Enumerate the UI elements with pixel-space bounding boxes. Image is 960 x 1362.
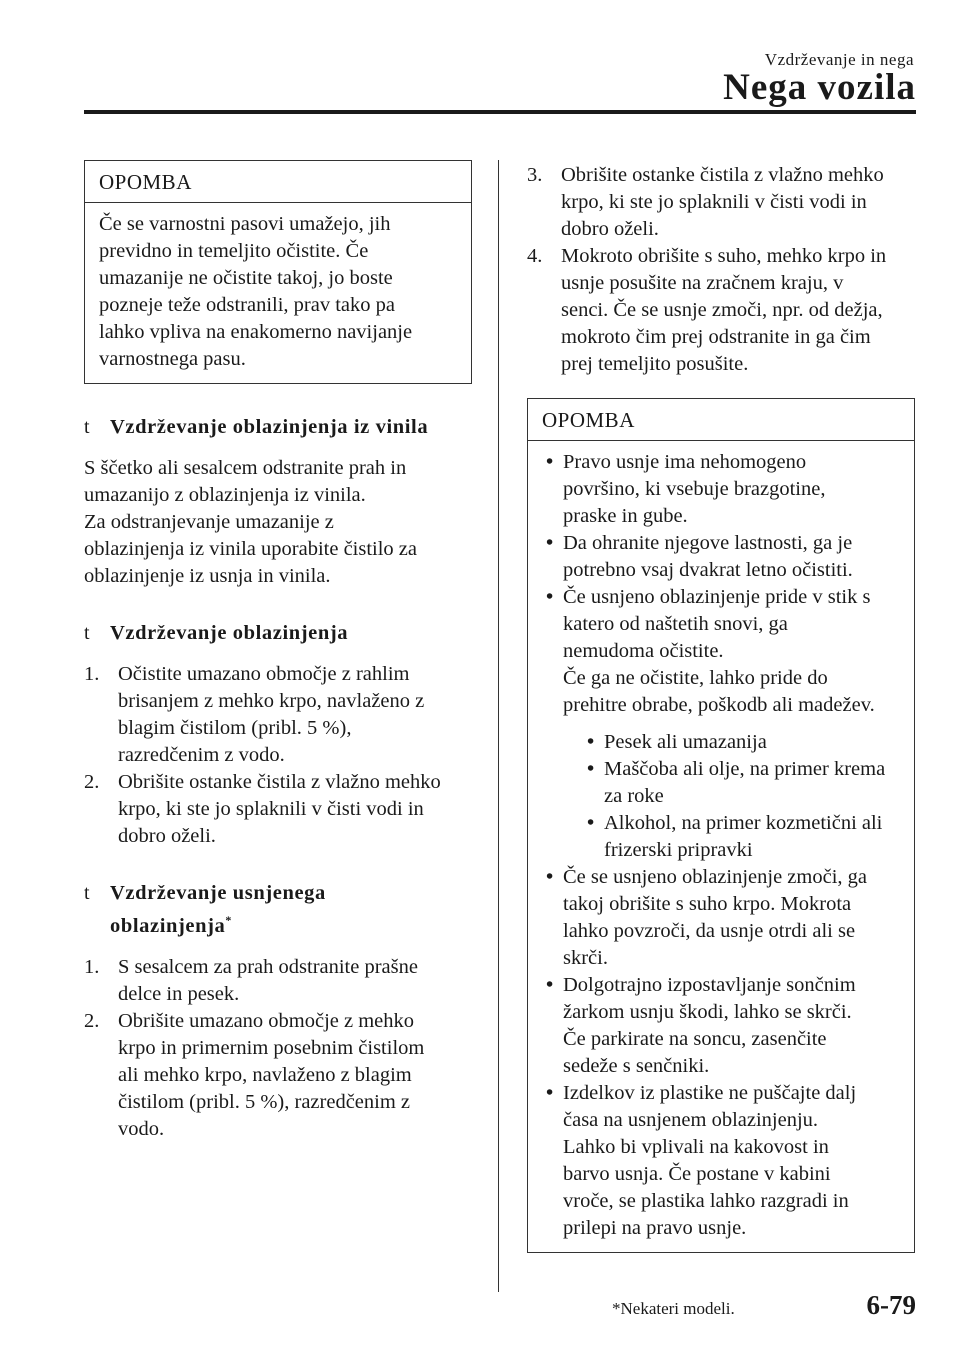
section-heading-text: Vzdrževanje oblazinjenja iz vinila	[110, 416, 429, 438]
fabric-steps	[84, 661, 472, 850]
text-line: nemudoma očistite.	[563, 640, 724, 662]
step-number: 3.	[527, 164, 543, 186]
section-heading-text: oblazinjenja	[110, 914, 226, 937]
list-item	[542, 972, 900, 1080]
note-body	[528, 441, 914, 1252]
text-line: Dolgotrajno izpostavljanje sončnim	[563, 974, 856, 996]
text-line: brisanjem z mehko krpo, navlaženo z	[118, 690, 425, 712]
bullet-icon: •	[587, 758, 595, 780]
text-line: krpo, ki ste jo splaknili v čisti vodi in	[561, 191, 867, 213]
page-number: 6-79	[866, 1290, 916, 1320]
section-heading-fabric	[84, 620, 472, 647]
text-line: oblazinjenje iz usnja in vinila.	[84, 565, 331, 587]
text-line: usnje posušite na zračnem kraju, v	[561, 272, 844, 294]
text-line: potrebno vsaj dvakrat letno očistiti.	[563, 559, 853, 581]
text-line: Pravo usnje ima nehomogeno	[563, 451, 807, 473]
text-line: skrči.	[563, 947, 608, 969]
note-title: OPOMBA	[528, 399, 914, 441]
text-line: senci. Če se usnje zmoči, npr. od dežja,	[561, 299, 883, 321]
text-line: površino, ki vsebuje brazgotine,	[563, 478, 826, 500]
text-line: žarkom usnju škodi, lahko se skrči.	[563, 1001, 852, 1023]
bullet-icon: •	[546, 1082, 554, 1104]
page-title: Nega vozila	[723, 67, 916, 108]
text-line: katero od naštetih snovi, ga	[563, 613, 788, 635]
text-line: lahko povzroči, da usnje otrdi ali se	[563, 920, 856, 942]
sub-bullets	[563, 729, 900, 864]
list-item	[542, 530, 900, 584]
step-number: 1.	[84, 663, 100, 685]
text-line: vroče, se plastika lahko razgradi in	[563, 1190, 849, 1212]
section-marker-icon: t	[84, 882, 91, 904]
text-line: oblazinjenja iz vinila uporabite čistilo za	[84, 538, 418, 560]
section-marker-icon: t	[84, 416, 91, 438]
step-number: 4.	[527, 245, 543, 267]
text-line: mokroto čim prej odstranite in ga čim	[561, 326, 871, 348]
section-heading-vinyl	[84, 414, 472, 441]
list-item	[583, 810, 900, 864]
bullet-icon: •	[546, 451, 554, 473]
note-title: OPOMBA	[85, 161, 471, 203]
text-line: S ščetko ali sesalcem odstranite prah in	[84, 457, 407, 479]
text-line: za roke	[604, 785, 664, 807]
vinyl-paragraph	[84, 455, 472, 590]
list-item	[542, 584, 900, 864]
list-item	[583, 729, 900, 756]
section-heading-leather	[84, 880, 472, 940]
text-line: Če se varnostni pasovi umažejo, jih	[99, 213, 391, 235]
list-item	[542, 864, 900, 972]
text-line: varnostnega pasu.	[99, 348, 246, 370]
text-line: Če se usnjeno oblazinjenje zmoči, ga	[563, 866, 867, 888]
bullet-icon: •	[546, 866, 554, 888]
text-line: dobro oželi.	[561, 218, 659, 240]
section-heading-text: Vzdrževanje usnjenega	[110, 882, 326, 904]
text-line: barvo usnja. Če postane v kabini	[563, 1163, 831, 1185]
text-line: čistilom (pribl. 5 %), razredčenim z	[118, 1090, 411, 1113]
leather-steps	[84, 954, 472, 1143]
text-line: umazanije ne očistite takoj, jo boste	[99, 267, 393, 289]
step-number: 2.	[84, 1009, 100, 1032]
text-line: Da ohranite njegove lastnosti, ga je	[563, 532, 853, 554]
text-line: Za odstranjevanje umazanije z	[84, 511, 334, 533]
text-line: Obrišite ostanke čistila z vlažno mehko	[118, 771, 441, 793]
text-line: frizerski pripravki	[604, 839, 753, 861]
text-line: previdno in temeljito očistite. Če	[99, 240, 369, 262]
list-item	[542, 449, 900, 530]
header-section: Vzdrževanje in nega	[764, 50, 914, 69]
list-item	[583, 756, 900, 810]
text-line: Lahko bi vplivali na kakovost in	[563, 1136, 829, 1158]
footnote: *Nekateri modeli.	[612, 1299, 735, 1318]
text-line: Obrišite ostanke čistila z vlažno mehko	[561, 164, 884, 186]
text-line: krpo in primernim posebnim čistilom	[118, 1036, 425, 1059]
bullet-icon: •	[546, 586, 554, 608]
header-rule	[84, 110, 916, 114]
footnote-marker: *	[225, 913, 233, 927]
step-number: 1.	[84, 955, 100, 978]
section-heading-text: Vzdrževanje oblazinjenja	[110, 622, 349, 644]
text-line: razredčenim z vodo.	[118, 744, 285, 766]
text-line: S sesalcem za prah odstranite prašne	[118, 955, 418, 978]
step-number: 2.	[84, 771, 100, 793]
text-line: ali mehko krpo, navlaženo z blagim	[118, 1063, 412, 1086]
bullet-icon: •	[587, 731, 595, 753]
note-body	[85, 203, 471, 383]
text-line: Alkohol, na primer kozmetični ali	[604, 812, 883, 834]
bullet-icon: •	[587, 812, 595, 834]
text-line: blagim čistilom (pribl. 5 %),	[118, 717, 352, 739]
text-line: Če ga ne očistite, lahko pride do	[563, 667, 828, 689]
text-line: lahko vpliva na enakomerno navijanje	[99, 321, 413, 343]
list-item	[527, 162, 915, 243]
left-column	[84, 160, 472, 1143]
list-item	[84, 769, 472, 850]
text-line: krpo, ki ste jo splaknili v čisti vodi in	[118, 798, 424, 820]
text-line: vodo.	[118, 1117, 165, 1140]
list-item	[527, 243, 915, 378]
list-item	[84, 661, 472, 769]
text-line: prilepi na pravo usnje.	[563, 1217, 747, 1239]
text-line: Obrišite umazano območje z mehko	[118, 1009, 415, 1032]
text-line: prehitre obrabe, poškodb ali madežev.	[563, 694, 875, 716]
text-line: Če parkirate na soncu, zasenčite	[563, 1028, 827, 1050]
text-line: sedeže s senčniki.	[563, 1055, 710, 1077]
note-box-leather	[527, 398, 915, 1253]
text-line: Maščoba ali olje, na primer krema	[604, 758, 886, 780]
list-item	[542, 1080, 900, 1242]
text-line: umazanijo z oblazinjenja iz vinila.	[84, 484, 366, 506]
bullet-icon: •	[546, 974, 554, 996]
text-line: takoj obrišite s suho krpo. Mokrota	[563, 893, 852, 915]
text-line: Pesek ali umazanija	[604, 731, 767, 753]
note-bullets	[542, 449, 900, 1242]
bullet-icon: •	[546, 532, 554, 554]
text-line: prej temeljito posušite.	[561, 353, 749, 375]
list-item	[84, 1008, 472, 1143]
section-marker-icon: t	[84, 622, 91, 644]
text-line: Izdelkov iz plastike ne puščajte dalj	[563, 1082, 857, 1104]
column-divider	[498, 160, 499, 1292]
text-line: delce in pesek.	[118, 982, 240, 1005]
text-line: praske in gube.	[563, 505, 688, 527]
leather-steps-continued	[527, 162, 915, 378]
text-line: časa na usnjenem oblazinjenju.	[563, 1109, 819, 1131]
list-item	[84, 954, 472, 1008]
text-line: Če usnjeno oblazinjenje pride v stik s	[563, 586, 871, 608]
text-line: Mokroto obrišite s suho, mehko krpo in	[561, 245, 887, 267]
right-column	[527, 160, 915, 1253]
text-line: Očistite umazano območje z rahlim	[118, 663, 410, 685]
note-box-seatbelts	[84, 160, 472, 384]
text-line: pozneje teže odstranili, prav tako pa	[99, 294, 395, 316]
text-line: dobro oželi.	[118, 825, 216, 847]
